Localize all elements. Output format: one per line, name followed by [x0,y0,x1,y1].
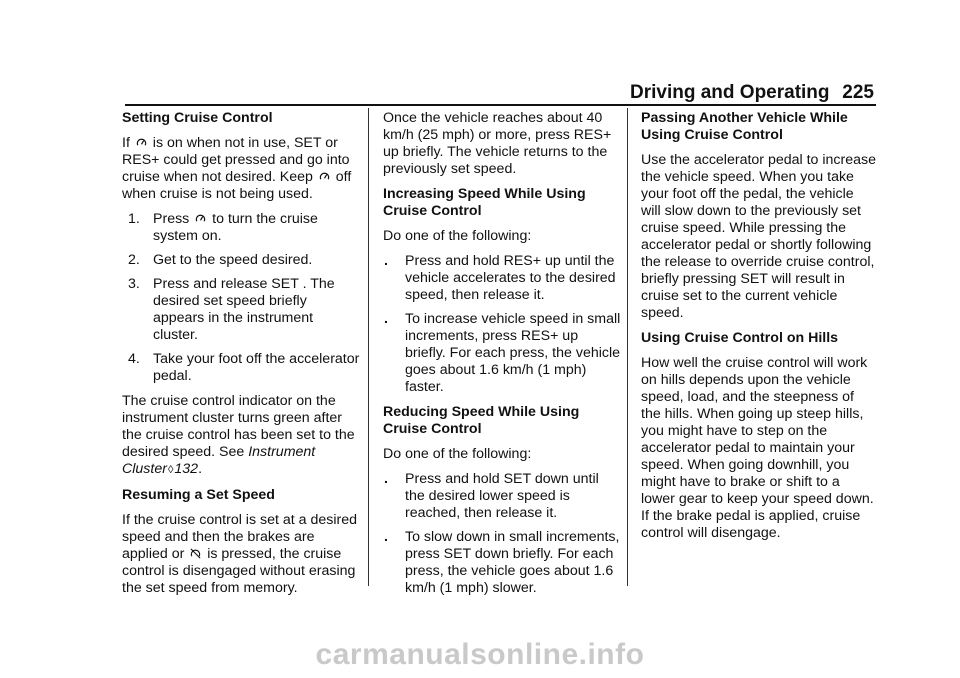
text: To slow down in small increments, press SET down briefly. For each press, the vehicle goes about 1.6 km/h (1 mph) slower. [405,529,620,596]
text: The cruise control indicator on the instrument cluster turns green after the cruise control has been set to the desired speed. See [122,393,355,460]
column-divider-2 [627,108,628,586]
text: Press [153,211,190,227]
cruise-control-icon [195,213,206,224]
text: Press and hold RES+ up until the vehicle accelerates to the desired speed, then release it. [405,253,616,303]
cross-reference-page[interactable]: 132 [174,461,199,477]
list-item [383,471,621,522]
text: . [198,461,203,477]
watermark: carmanualsonline.info [315,638,645,671]
steps-list [122,211,360,385]
text: or RES+ could get pressed and go into [122,135,350,168]
heading-passing: Passing Another Vehicle While Using Cruise Control [641,110,848,143]
paragraph-resume-speed: Once the vehicle reaches about 40 km/h (25 mph) or more, press RES+ up briefly. The vehicle returns to the previously set speed. [383,110,612,177]
column-1 [122,110,360,605]
text: are applied or [122,529,315,562]
paragraph-passing: Use the accelerator pedal to increase the vehicle speed. When you take your foot off the pedal, the vehicle will slow down to the previously set cruise speed. While pressing the accelerator pedal or shortly following the release to override cruise control, briefly pressing SET will result in cruise set to the current vehicle speed. [641,152,877,321]
step-number: 1. [128,211,140,227]
cruise-cancel-icon [190,548,201,559]
reference-arrow-icon: ◊ [167,464,174,476]
reduce-list [383,471,621,597]
step-item [122,276,360,344]
bullet: . [384,253,388,269]
cruise-control-icon [136,137,147,148]
heading-reducing: Reducing Speed While Using Cruise Control [383,404,580,437]
text: to turn the cruise system on. [153,211,318,244]
text: cruise when not desired. Keep [122,169,313,185]
text: Take your foot off the accelerator pedal. [153,351,360,384]
paragraph-indicator [122,393,360,479]
column-divider-1 [368,108,369,586]
column-3 [641,110,877,550]
step-item [122,211,360,245]
list-item [383,529,621,597]
text: To increase vehicle speed in small increments, press RES+ up briefly. For each press, the vehicle goes about 1.6 km/h (1 mph) faster. [405,311,621,395]
bullet: . [384,529,388,545]
text: is pressed, the cruise control is disengaged without erasing the set speed from memory. [122,546,356,596]
text: Get to the speed desired. [153,252,313,268]
text: is on when not in use, SET [152,135,322,151]
text: off when cruise is not being used. [122,169,352,202]
text: If [122,135,130,151]
cross-reference-link[interactable]: Instrument Cluster [122,444,316,477]
paragraph-do-one: Do one of the following: [383,228,532,244]
paragraph-do-one-2: Do one of the following: [383,446,532,462]
heading-setting-cruise: Setting Cruise Control [122,110,273,126]
heading-hills: Using Cruise Control on Hills [641,330,839,346]
paragraph-hills: How well the cruise control will work on hills depends upon the vehicle speed, load, and the steepness of the hills. When going up steep hills, you might have to step on the accelerator pedal to maintain your speed. When going downhill, you might have to brake or shift to a lower gear to keep your speed down. If the brake pedal is applied, cruise control will disengage. [641,355,874,541]
paragraph-resuming [122,512,360,597]
heading-increasing: Increasing Speed While Using Cruise Control [383,186,586,219]
step-item [122,252,360,269]
bullet: . [384,311,388,327]
list-item [383,253,621,304]
column-2 [383,110,621,605]
increase-list [383,253,621,396]
header-rule [125,104,876,106]
section-title: Driving and Operating [630,82,830,103]
heading-resuming: Resuming a Set Speed [122,487,275,503]
text: Press and hold SET down until the desired lower speed is reached, then release it. [405,471,599,521]
text: Press and release SET . The desired set speed briefly appears in the instrument cluster. [153,276,335,343]
step-number: 2. [128,252,140,268]
list-item [383,311,621,396]
paragraph-intro [122,135,360,203]
text: If the cruise control is set at a desired speed and then the brakes [122,512,357,545]
page-number: 225 [842,82,874,103]
step-number: 4. [128,351,140,367]
step-number: 3. [128,276,140,292]
cruise-control-icon [319,171,330,182]
step-item [122,351,360,385]
bullet: . [384,471,388,487]
